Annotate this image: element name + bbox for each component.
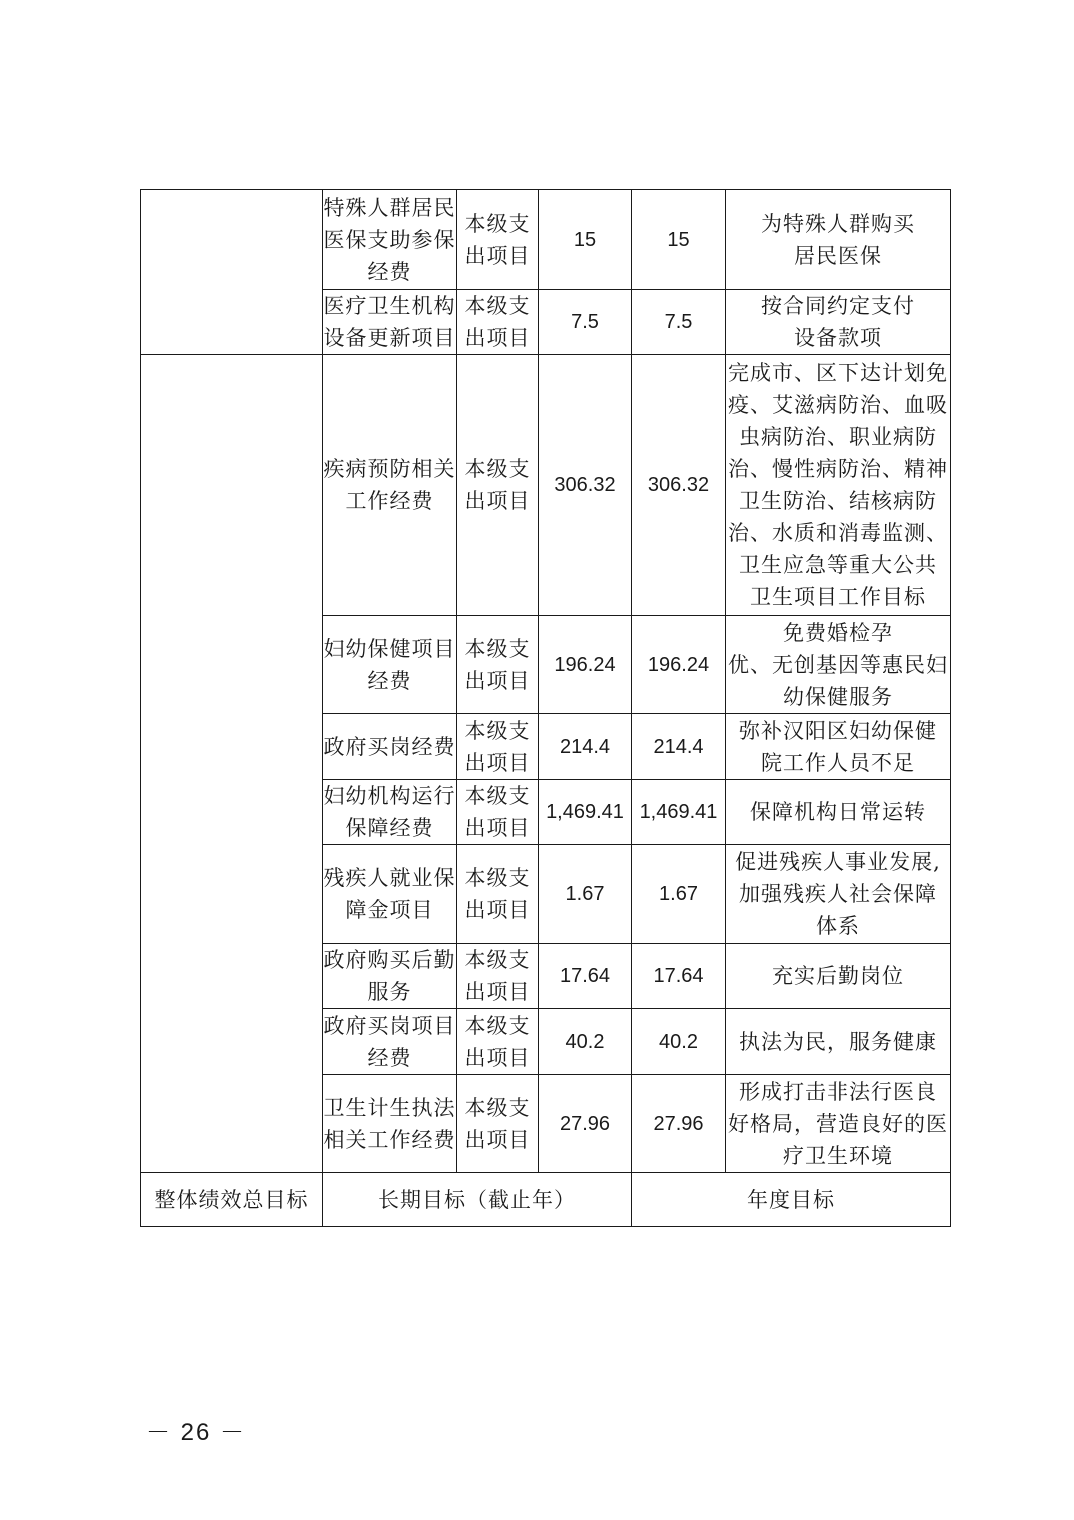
project-type-cell bbox=[457, 944, 539, 1009]
project-name-line: 妇幼保健项目 bbox=[323, 636, 456, 661]
project-goal-line: 好格局，营造良好的医 bbox=[728, 1111, 948, 1136]
project-goal-line: 虫病防治、职业病防 bbox=[739, 425, 937, 449]
project-type-line: 本级支 bbox=[464, 457, 531, 481]
table-row bbox=[141, 355, 951, 616]
project-goal-line: 为特殊人群购买 bbox=[761, 211, 915, 236]
project-name-line: 经费 bbox=[367, 668, 412, 693]
budget-amount-cell: 17.64 bbox=[539, 944, 632, 1009]
project-type-line: 本级支 bbox=[464, 866, 531, 890]
project-type-cell bbox=[457, 355, 539, 616]
project-name-cell bbox=[323, 355, 457, 616]
project-type-line: 本级支 bbox=[464, 211, 531, 236]
project-goal-line: 设备款项 bbox=[794, 326, 882, 350]
project-goal-cell bbox=[726, 616, 951, 714]
budget-amount-cell: 27.96 bbox=[539, 1075, 632, 1173]
project-name-line: 疾病预防相关 bbox=[323, 457, 456, 481]
project-goal-line: 免费婚检孕 bbox=[783, 620, 893, 645]
project-name-line: 政府买岗经费 bbox=[323, 734, 456, 759]
project-name-line: 医保支助参保 bbox=[323, 227, 456, 252]
actual-amount-cell: 196.24 bbox=[632, 616, 726, 714]
project-goal-line: 治、慢性病防治、精神 bbox=[728, 457, 948, 481]
project-goal-line: 按合同约定支付 bbox=[761, 294, 915, 318]
budget-amount-cell: 196.24 bbox=[539, 616, 632, 714]
project-goal-cell bbox=[726, 780, 951, 845]
project-name-line: 政府买岗项目 bbox=[323, 1013, 456, 1038]
project-goal-cell bbox=[726, 845, 951, 944]
project-type-cell bbox=[457, 1075, 539, 1173]
project-name-cell bbox=[323, 1009, 457, 1075]
project-type-cell bbox=[457, 714, 539, 780]
project-goal-cell bbox=[726, 714, 951, 780]
project-name-line: 残疾人就业保 bbox=[323, 866, 456, 890]
budget-amount-cell: 214.4 bbox=[539, 714, 632, 780]
project-name-line: 医疗卫生机构 bbox=[323, 294, 456, 318]
project-goal-line: 卫生项目工作目标 bbox=[750, 585, 926, 609]
project-goal-line: 促进残疾人事业发展, bbox=[735, 850, 941, 874]
project-goal-line: 保障机构日常运转 bbox=[750, 800, 926, 824]
project-name-line: 保障经费 bbox=[345, 816, 434, 840]
project-goal-cell bbox=[726, 944, 951, 1009]
project-budget-table bbox=[140, 189, 951, 1227]
project-goal-cell bbox=[726, 190, 951, 290]
actual-amount-cell: 7.5 bbox=[632, 290, 726, 355]
project-type-cell bbox=[457, 845, 539, 944]
actual-amount-cell: 17.64 bbox=[632, 944, 726, 1009]
project-goal-line: 卫生防治、结核病防 bbox=[739, 489, 937, 513]
project-goal-line: 优、无创基因等惠民妇 bbox=[728, 652, 948, 677]
budget-table-container bbox=[140, 189, 951, 1227]
project-type-line: 本级支 bbox=[464, 948, 531, 972]
project-type-line: 出项目 bbox=[464, 668, 531, 693]
project-goal-line: 执法为民，服务健康 bbox=[739, 1029, 937, 1054]
project-name-cell bbox=[323, 290, 457, 355]
actual-amount-cell: 1,469.41 bbox=[632, 780, 726, 845]
project-goal-line: 卫生应急等重大公共 bbox=[739, 553, 937, 577]
actual-amount-cell: 27.96 bbox=[632, 1075, 726, 1173]
project-name-line: 卫生计生执法 bbox=[323, 1095, 456, 1120]
project-goal-line: 体系 bbox=[816, 914, 860, 938]
project-type-line: 出项目 bbox=[464, 489, 531, 513]
project-type-line: 出项目 bbox=[464, 326, 531, 350]
overall-goal-row bbox=[141, 1173, 951, 1227]
project-type-line: 出项目 bbox=[464, 750, 531, 775]
overall-goal-label: 整体绩效总目标 bbox=[141, 1173, 323, 1227]
project-type-line: 出项目 bbox=[464, 1045, 531, 1070]
project-name-cell bbox=[323, 616, 457, 714]
page-number: － 26 － bbox=[146, 1419, 247, 1446]
project-goal-cell bbox=[726, 355, 951, 616]
project-type-line: 出项目 bbox=[464, 980, 531, 1004]
project-goal-line: 形成打击非法行医良 bbox=[739, 1079, 937, 1104]
project-type-line: 出项目 bbox=[464, 243, 531, 268]
project-name-cell bbox=[323, 845, 457, 944]
actual-amount-cell: 15 bbox=[632, 190, 726, 290]
budget-amount-cell: 15 bbox=[539, 190, 632, 290]
project-goal-line: 院工作人员不足 bbox=[761, 750, 915, 775]
project-name-cell bbox=[323, 190, 457, 290]
project-name-line: 工作经费 bbox=[345, 489, 434, 513]
project-type-line: 本级支 bbox=[464, 636, 531, 661]
project-name-line: 相关工作经费 bbox=[323, 1127, 456, 1152]
project-goal-line: 幼保健服务 bbox=[783, 684, 893, 709]
budget-amount-cell: 1,469.41 bbox=[539, 780, 632, 845]
project-type-line: 本级支 bbox=[464, 1095, 531, 1120]
project-type-line: 本级支 bbox=[464, 294, 531, 318]
project-name-line: 妇幼机构运行 bbox=[323, 784, 456, 808]
project-type-line: 本级支 bbox=[464, 1013, 531, 1038]
actual-amount-cell: 214.4 bbox=[632, 714, 726, 780]
project-type-cell bbox=[457, 780, 539, 845]
actual-amount-cell: 40.2 bbox=[632, 1009, 726, 1075]
project-name-line: 经费 bbox=[367, 259, 412, 284]
project-type-cell bbox=[457, 190, 539, 290]
project-type-line: 出项目 bbox=[464, 816, 531, 840]
project-goal-line: 完成市、区下达计划免 bbox=[728, 361, 948, 385]
annual-goal-header: 年度目标 bbox=[632, 1173, 951, 1227]
project-type-line: 出项目 bbox=[464, 898, 531, 922]
project-goal-line: 居民医保 bbox=[794, 243, 882, 268]
project-goal-cell bbox=[726, 290, 951, 355]
project-name-cell bbox=[323, 944, 457, 1009]
actual-amount-cell: 1.67 bbox=[632, 845, 726, 944]
project-name-line: 服务 bbox=[367, 980, 412, 1004]
project-type-cell bbox=[457, 290, 539, 355]
category-cell bbox=[141, 355, 323, 1173]
actual-amount-cell: 306.32 bbox=[632, 355, 726, 616]
project-name-line: 设备更新项目 bbox=[323, 326, 456, 350]
table-row bbox=[141, 190, 951, 290]
budget-amount-cell: 7.5 bbox=[539, 290, 632, 355]
project-name-line: 经费 bbox=[367, 1045, 412, 1070]
project-type-line: 出项目 bbox=[464, 1127, 531, 1152]
project-name-line: 特殊人群居民 bbox=[323, 195, 456, 220]
project-name-cell bbox=[323, 714, 457, 780]
budget-amount-cell: 40.2 bbox=[539, 1009, 632, 1075]
project-name-line: 障金项目 bbox=[345, 898, 434, 922]
project-goal-line: 疫、艾滋病防治、血吸 bbox=[728, 393, 948, 417]
category-cell bbox=[141, 190, 323, 355]
table-body bbox=[141, 190, 951, 1227]
project-name-cell bbox=[323, 1075, 457, 1173]
project-goal-cell bbox=[726, 1009, 951, 1075]
budget-amount-cell: 1.67 bbox=[539, 845, 632, 944]
project-goal-line: 治、水质和消毒监测、 bbox=[728, 521, 948, 545]
project-goal-line: 充实后勤岗位 bbox=[772, 964, 904, 988]
project-type-line: 本级支 bbox=[464, 718, 531, 743]
long-term-goal-header: 长期目标（截止年） bbox=[323, 1173, 632, 1227]
project-goal-cell bbox=[726, 1075, 951, 1173]
budget-amount-cell: 306.32 bbox=[539, 355, 632, 616]
project-goal-line: 弥补汉阳区妇幼保健 bbox=[739, 718, 937, 743]
project-type-line: 本级支 bbox=[464, 784, 531, 808]
project-type-cell bbox=[457, 1009, 539, 1075]
project-goal-line: 疗卫生环境 bbox=[783, 1143, 893, 1168]
project-goal-line: 加强残疾人社会保障 bbox=[739, 882, 937, 906]
project-name-cell bbox=[323, 780, 457, 845]
project-name-line: 政府购买后勤 bbox=[323, 948, 456, 972]
project-type-cell bbox=[457, 616, 539, 714]
